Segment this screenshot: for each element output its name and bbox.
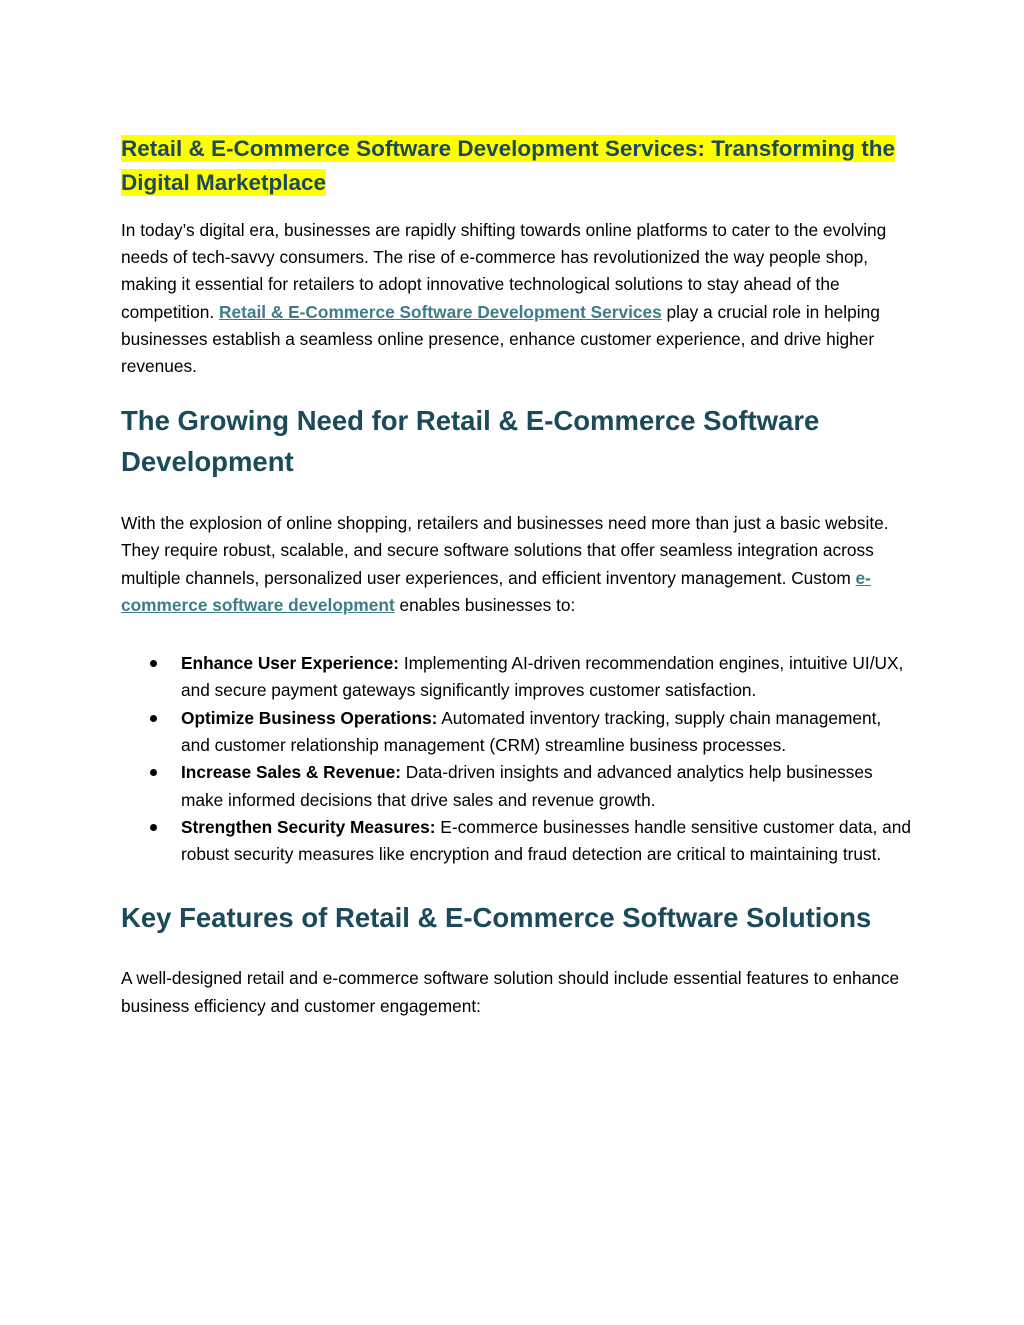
list-item-label: Strengthen Security Measures: xyxy=(181,816,436,837)
title-highlight: Retail & E-Commerce Software Development Services: Transforming the Digital Marketplace xyxy=(121,136,895,195)
retail-ecommerce-services-link[interactable]: Retail & E-Commerce Software Development Services xyxy=(218,301,662,322)
list-item-text: Automated inventory tracking, supply chain management, and customer relationship management (CRM) streamline business processes. xyxy=(181,707,882,755)
bullet-icon xyxy=(150,715,157,722)
list-item-label: Enhance User Experience: xyxy=(181,653,400,674)
intro-text-start: In today’s digital era, businesses are rapidly shifting towards online platforms to cater to the evolving needs of tech-savvy consumers. The rise of e-commerce has revolutionized the way people shop, making it essential for retailers to adopt innovative technological solutions to stay ahead of the competition. xyxy=(121,220,887,322)
document-page xyxy=(121,132,911,1020)
list-item xyxy=(121,650,911,705)
key-features-paragraph: A well-designed retail and e-commerce software solution should include essential features to enhance business efficiency and customer engagement: xyxy=(121,968,900,1016)
list-item-text: Data-driven insights and advanced analytics help businesses make informed decisions that drive sales and revenue growth. xyxy=(181,762,873,810)
document-title xyxy=(121,132,911,200)
list-item xyxy=(121,705,911,760)
section-heading-growing-need: The Growing Need for Retail & E-Commerce Software Development xyxy=(121,405,820,478)
section-heading-key-features: Key Features of Retail & E-Commerce Software Solutions xyxy=(121,902,872,934)
ecommerce-development-link[interactable]: e-commerce software development xyxy=(121,567,871,615)
growing-need-paragraph xyxy=(121,510,911,619)
bullet-icon xyxy=(150,769,157,776)
list-item-label: Increase Sales & Revenue: xyxy=(181,762,401,783)
bullet-icon xyxy=(150,660,157,667)
intro-paragraph xyxy=(121,217,911,380)
benefits-list xyxy=(121,650,911,868)
list-item-label: Optimize Business Operations: xyxy=(181,707,438,728)
list-item-text: E-commerce businesses handle sensitive customer data, and robust security measures like encryption and fraud detection are critical to maintaining trust. xyxy=(181,816,911,865)
list-item xyxy=(121,814,911,869)
growing-need-text-end: enables businesses to: xyxy=(394,594,576,615)
bullet-icon xyxy=(150,824,157,831)
list-item-text: Implementing AI-driven recommendation engines, intuitive UI/UX, and secure payment gateways significantly improves customer satisfaction. xyxy=(181,653,904,701)
intro-text-end: play a crucial role in helping businesses establish a seamless online presence, enhance customer experience, and drive higher revenues. xyxy=(121,301,880,377)
growing-need-text-start: With the explosion of online shopping, retailers and businesses need more than just a basic website. They require robust, scalable, and secure software solutions that offer seamless integration across multiple channels, personalized user experiences, and efficient inventory management. Custom xyxy=(121,513,889,588)
list-item xyxy=(121,759,911,814)
